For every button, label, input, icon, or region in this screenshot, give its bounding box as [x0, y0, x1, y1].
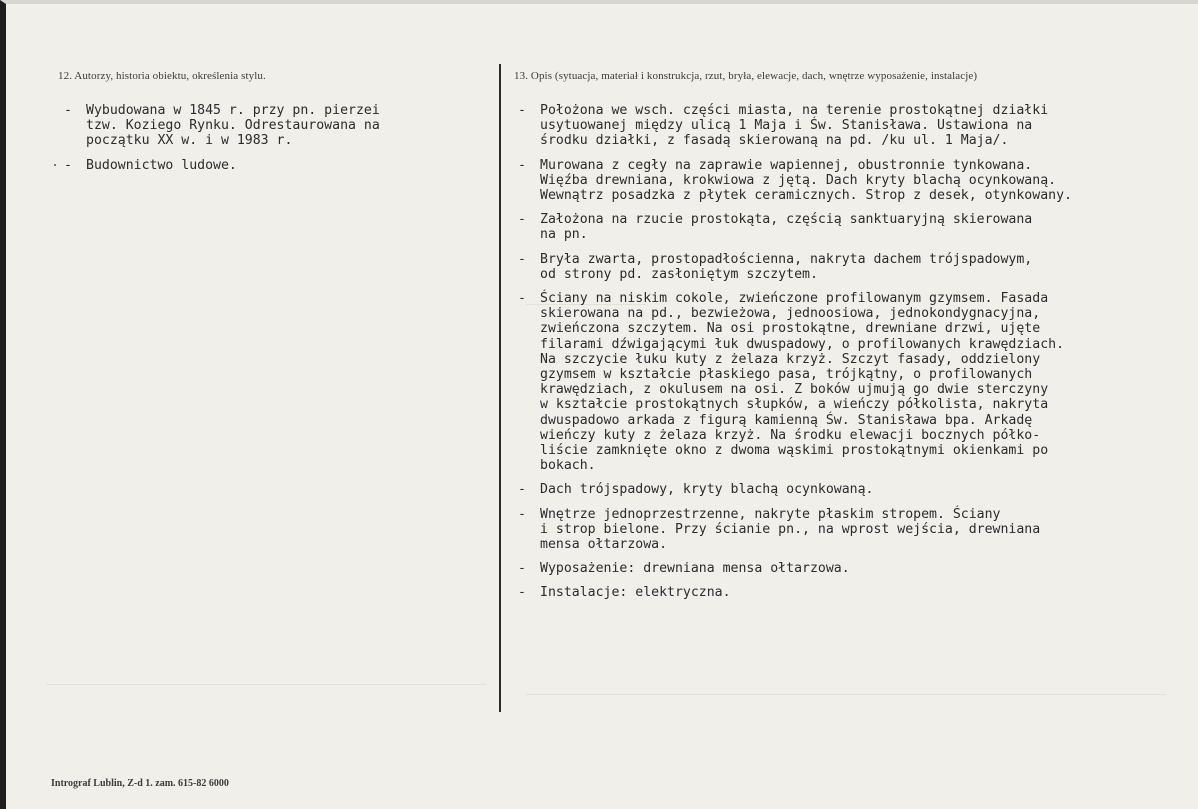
entry-text: Wyposażenie: drewniana mensa ołtarzowa. [540, 561, 850, 577]
margin-dot [54, 164, 56, 166]
entry-dash: - [518, 212, 526, 228]
entry-dash: - [518, 103, 526, 118]
description-entry [518, 212, 1198, 242]
section-12-content [64, 103, 484, 182]
section-13-heading: 13. Opis (sytuacja, materiał i konstrukcja, rzut, bryła, elewacje, dach, wnętrze wyposażenie, instalacje) [514, 70, 978, 82]
bleed-through-line [46, 684, 486, 685]
entry-dash: - [64, 103, 72, 118]
entry-dash: - [518, 561, 526, 577]
description-entry [518, 158, 1198, 204]
entry-dash: - [518, 506, 526, 522]
entry-text: Ściany na niskim cokole, zwieńczone profilowanym gzymsem. Fasada skierowana na pd., bezwieżowa, jednoosiowa, jednokondygnacyjna, zwieńczona szczytem. Na osi prostokątne, drewniane drzwi, ujęte filarami dźwigającymi łuk dwuspadowy, o profilowanych krawędziach. Na szczycie łuku kuty z żelaza krzyż. Szczyt fasady, oddzielony gzymsem w kształcie płaskiego pasa, trójkątny, o profilowanych krawędziach, z okulusem na osi. Z boków ujmują go dwie sterczyny w kształcie prostokątnych słupków, a wieńczy półkolista, nakryta dwuspadowo arkada z figurą kamienną Św. Stanisława bpa. Arkadę wieńczy kuty z żelaza krzyż. Na środku elewacji bocznych półko- liście zamknięte okno z dwoma wąskimi prostokątnymi okienkami po bokach. [540, 291, 1065, 474]
description-entry [518, 507, 1198, 553]
description-entry [518, 482, 1198, 497]
description-entry [518, 585, 1198, 600]
entry-text: Bryła zwarta, prostopadłościenna, nakryta dachem trójspadowym, od strony pd. zasłoniętym szczytem. [540, 251, 1033, 282]
printer-imprint: Introgra​f Lublin, Z-d 1. zam. 615-82 6000 [51, 778, 229, 789]
entry-text: Wybudowana w 1845 r. przy pn. pierzei tzw. Koziego Rynku. Odrestaurowana na początku XX w. i w 1983 r. [86, 103, 380, 149]
entry-text: Wnętrze jednoprzestrzenne, nakryte płaskim stropem. Ściany i strop bielone. Przy ścianie pn., na wprost wejścia, drewniana mensa ołtarzowa. [540, 506, 1041, 553]
section-13-content [518, 103, 1198, 610]
entry-text: Położona we wsch. części miasta, na terenie prostokątnej działki usytuowanej między ulicą 1 Maja i Św. Stanisława. Ustawiona na środku działki, z fasadą skierowaną na pd. /ku ul. 1 Maja/. [540, 103, 1049, 149]
description-entry [518, 561, 1198, 576]
entry-text: Budownictwo ludowe. [86, 157, 237, 173]
entry-dash: - [518, 482, 526, 498]
style-entry [64, 158, 484, 173]
entry-dash: - [518, 251, 526, 267]
entry-dash: - [518, 291, 526, 307]
entry-text: Dach trójspadowy, kryty blachą ocynkowaną. [540, 482, 874, 498]
description-entry [518, 103, 1198, 149]
entry-text: Założona na rzucie prostokąta, częścią sanktuaryjną skierowana na pn. [540, 212, 1033, 243]
description-entry [518, 252, 1198, 282]
section-12-heading: 12. Autorzy, historia obiektu, określenia stylu. [58, 70, 266, 82]
entry-text: Murowana z cegły na zaprawie wapiennej, obustronnie tynkowana. Więźba drewniana, krokwiowa z jętą. Dach kryty blachą ocynkowaną. Wewnątrz posadzka z płytek ceramicznych. Strop z desek, otynkowany. [540, 157, 1072, 204]
column-divider [499, 64, 501, 712]
entry-text: Instalacje: elektryczna. [540, 585, 731, 601]
bleed-through-line [526, 694, 1166, 695]
entry-dash: - [518, 157, 526, 173]
entry-dash: - [64, 157, 72, 173]
history-entry [64, 103, 484, 149]
entry-dash: - [518, 585, 526, 601]
description-entry [518, 291, 1198, 473]
